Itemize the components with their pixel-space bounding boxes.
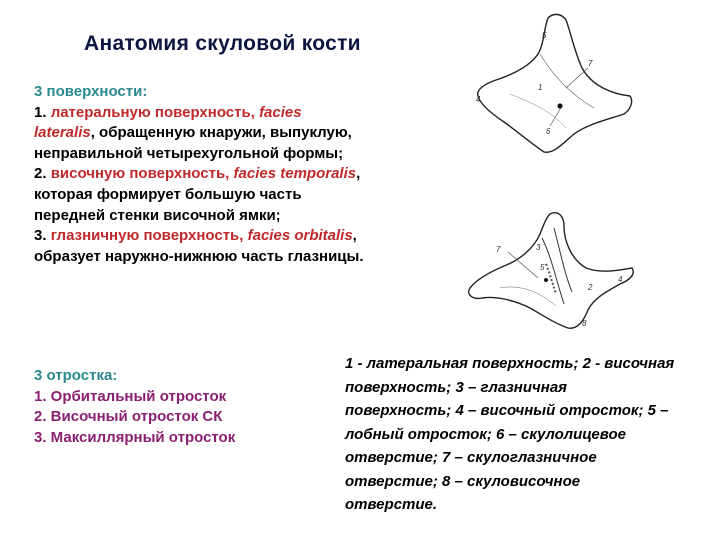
page-title: Анатомия скуловой кости: [84, 32, 361, 55]
surface-latin: facies temporalis: [233, 165, 357, 183]
figure-label: 7: [496, 245, 501, 254]
surfaces-heading: 3 поверхности:: [34, 83, 148, 100]
surfaces-section: [34, 82, 364, 267]
processes-section: [34, 366, 334, 448]
surface-description: , обращенную кнаружи, выпуклую, неправильной четырехугольной формы;: [34, 124, 352, 162]
figure-label: 1: [538, 83, 543, 92]
process-item: 3. Максиллярный отросток: [34, 428, 236, 446]
surface-description: , которая формирует большую часть передней стенки височной ямки;: [34, 165, 361, 224]
surface-item-1: [34, 103, 364, 165]
process-item: 2. Височный отросток СК: [34, 408, 223, 426]
surface-name: латеральную поверхность,: [50, 103, 255, 121]
surface-number: 2.: [34, 165, 47, 183]
processes-heading: 3 отростка:: [34, 367, 118, 384]
process-item: 1. Орбитальный отросток: [34, 387, 227, 405]
zygomatic-bone-lateral-figure: [470, 10, 640, 160]
surface-item-3: [34, 226, 364, 267]
surface-latin: facies orbitalis: [247, 227, 353, 245]
surface-number: 3.: [34, 227, 47, 245]
figure-label: 2: [588, 283, 593, 292]
figure-caption: 1 - латеральная поверхность; 2 - височная поверхность; 3 – глазничная поверхность; 4 – височный отросток; 5 – лобный отросток; 6 – скулолицевое отверстие; 7 – скулоглазничное отверстие; 8 – скуловисочное отверстие.: [345, 355, 675, 513]
figure-label: 4: [618, 275, 623, 284]
figure-label: 8: [582, 319, 587, 328]
surface-item-2: [34, 164, 364, 226]
figure-label: 7: [588, 59, 593, 68]
figure-label: 3: [536, 243, 541, 252]
surface-latin: facies lateralis: [34, 103, 302, 142]
surface-name: глазничную поверхность,: [50, 227, 244, 245]
zygomatic-bone-medial-figure: [460, 208, 640, 336]
surface-name: височную поверхность,: [50, 165, 230, 183]
figure-label: 6: [546, 127, 551, 136]
figure-label: 5: [542, 31, 547, 40]
figure-label: 5: [540, 263, 545, 272]
surface-number: 1.: [34, 103, 47, 121]
figure-label: 4: [476, 95, 481, 104]
surface-description: , образует наружно-нижнюю часть глазницы.: [34, 227, 364, 265]
